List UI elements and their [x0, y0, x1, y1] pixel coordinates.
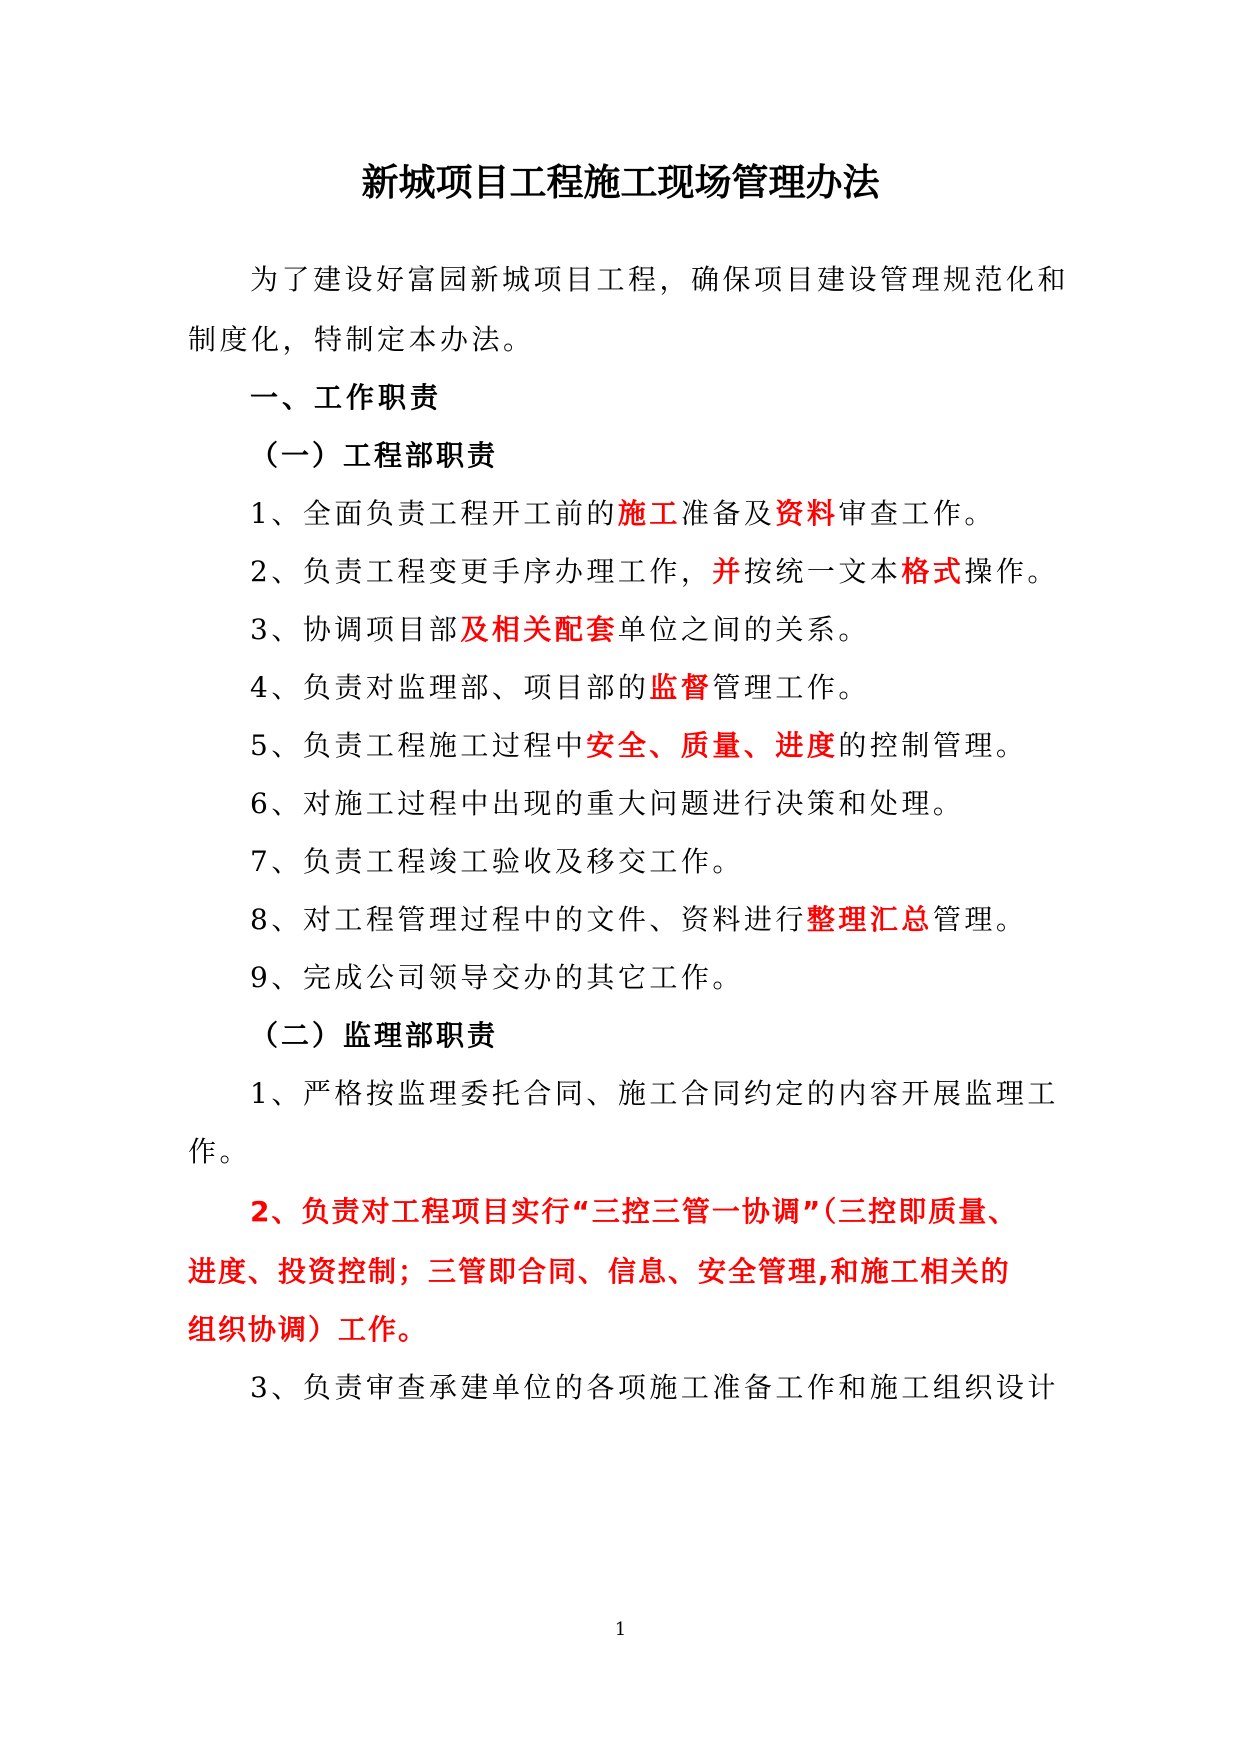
highlight-text: 资料 — [775, 497, 839, 530]
engineering-item-9 — [250, 956, 1048, 1000]
intro-line-1: 为了建设好富园新城项目工程，确保项目建设管理规范化和 — [250, 263, 1070, 296]
highlight-text: 并 — [712, 555, 744, 588]
item-text: 管理。 — [932, 903, 1028, 936]
intro-line-2: 制度化，特制定本办法。 — [188, 323, 535, 356]
supervision-item-2-line-1: 2、负责对工程项目实行“三控三管一协调”（三控即质量、 — [250, 1195, 1019, 1228]
item-text: 准备及 — [680, 497, 776, 530]
item-text: 5、负责工程施工过程中 — [250, 729, 587, 762]
item-text: 7、负责工程竣工验收及移交工作。 — [250, 845, 744, 878]
highlight-text: 格式 — [901, 555, 965, 588]
engineering-item-7 — [250, 840, 1048, 884]
highlight-text: 施工 — [617, 497, 681, 530]
item-text: 1、全面负责工程开工前的 — [250, 497, 618, 530]
engineering-item-2 — [250, 550, 1059, 594]
item-text: 6、对施工过程中出现的重大问题进行决策和处理。 — [250, 787, 965, 820]
supervision-item-2-line-3: 组织协调）工作。 — [188, 1313, 429, 1346]
supervision-item-1-line-2: 作。 — [188, 1135, 252, 1168]
subsection-heading-engineering: （一）工程部职责 — [250, 439, 499, 472]
supervision-item-1-line-1: 1、严格按监理委托合同、施工合同约定的内容开展监理工 — [250, 1077, 1059, 1110]
item-text: 单位之间的关系。 — [617, 613, 870, 646]
engineering-item-3 — [250, 608, 1048, 652]
page-number: 1 — [614, 1619, 627, 1640]
supervision-item-2-line-2: 进度、投资控制；三管即合同、信息、安全管理,和施工相关的 — [188, 1255, 1011, 1288]
document-title: 新城项目工程施工现场管理办法 — [361, 161, 880, 204]
engineering-item-6 — [250, 782, 1048, 826]
item-text: 9、完成公司领导交办的其它工作。 — [250, 961, 744, 994]
item-text: 操作。 — [964, 555, 1059, 588]
item-text: 审查工作。 — [838, 497, 996, 530]
item-text: 管理工作。 — [712, 671, 870, 704]
item-text: 2、负责工程变更手序办理工作， — [250, 555, 713, 588]
section-heading-responsibilities: 一、工作职责 — [250, 381, 443, 414]
highlight-text: 及相关配套 — [460, 613, 618, 646]
engineering-item-8 — [250, 898, 1048, 942]
engineering-item-1 — [250, 492, 1048, 536]
supervision-item-3-line-1: 3、负责审查承建单位的各项施工准备工作和施工组织设计 — [250, 1371, 1059, 1404]
engineering-item-4 — [250, 666, 1048, 710]
highlight-text: 整理汇总 — [806, 903, 933, 936]
item-text: 按统一文本 — [743, 555, 902, 588]
item-text: 3、协调项目部 — [250, 613, 461, 646]
highlight-text: 安全、质量、进度 — [586, 729, 839, 762]
item-text: 4、负责对监理部、项目部的 — [250, 671, 650, 704]
item-text: 8、对工程管理过程中的文件、资料进行 — [250, 903, 807, 936]
item-text: 的控制管理。 — [838, 729, 1028, 762]
subsection-heading-supervision: （二）监理部职责 — [250, 1019, 499, 1052]
highlight-text: 监督 — [649, 671, 713, 704]
engineering-item-5 — [250, 724, 1048, 768]
